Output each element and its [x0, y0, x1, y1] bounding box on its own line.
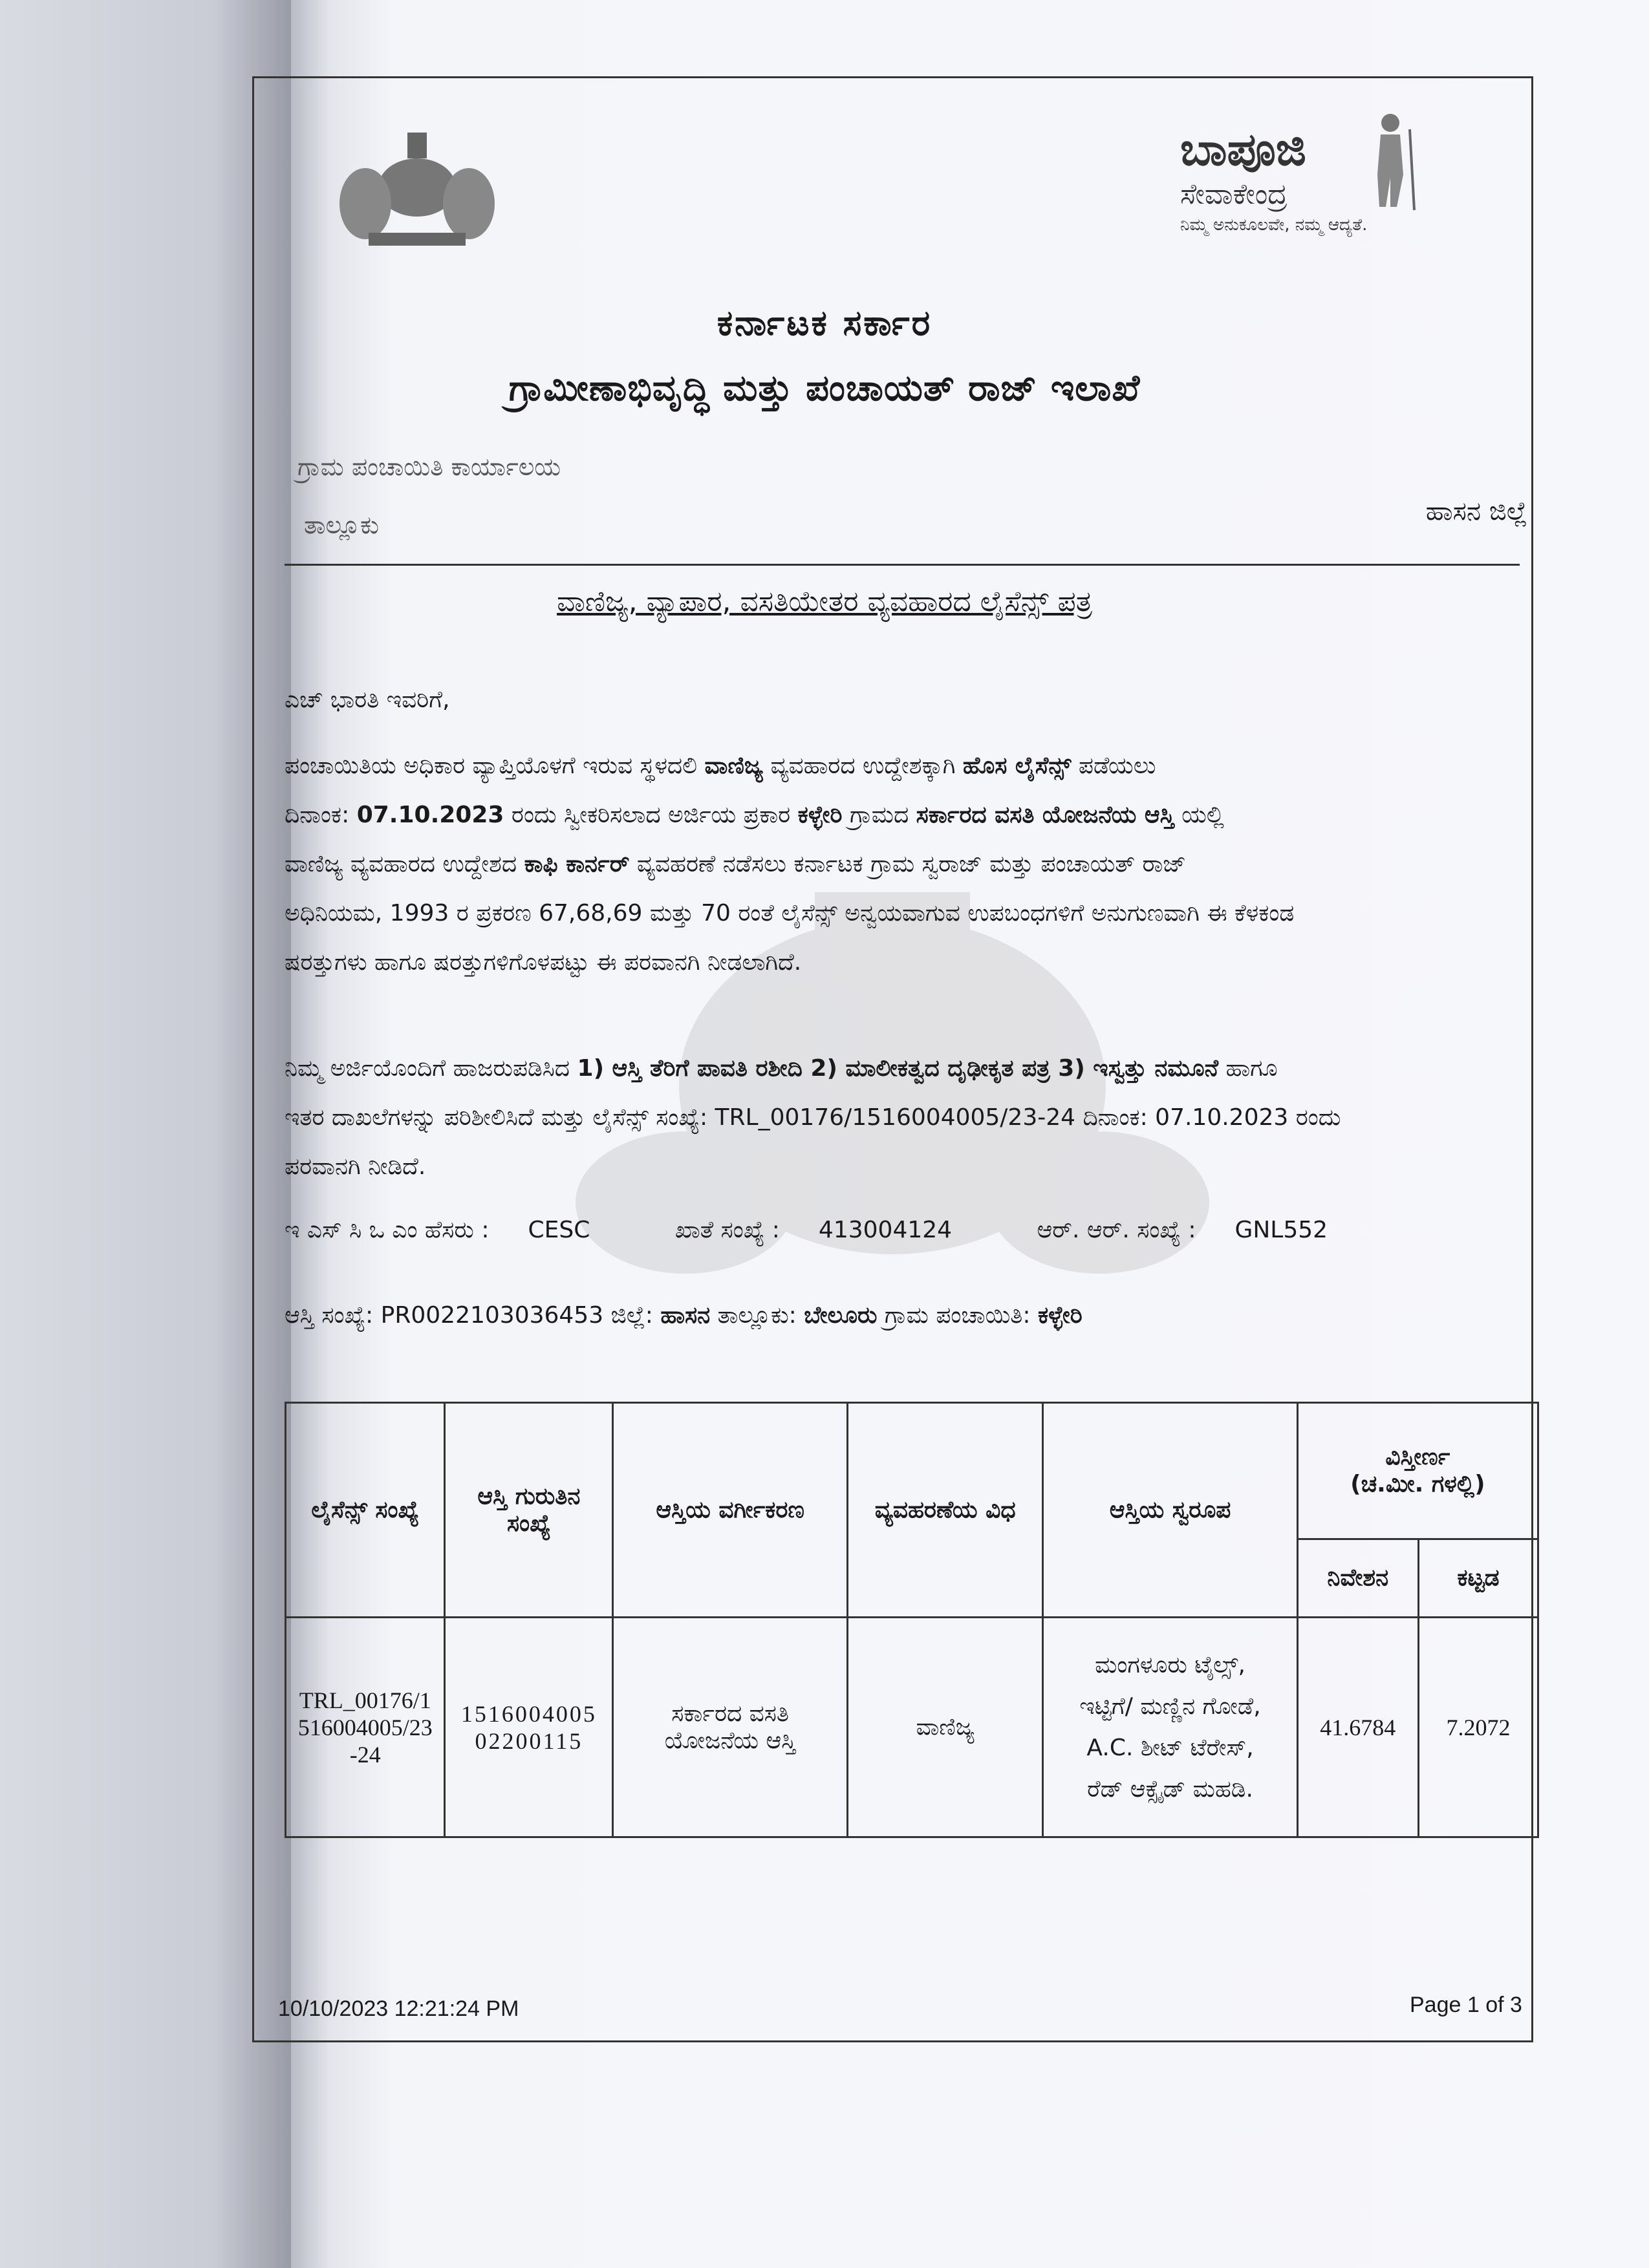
- cell-classification: ಸರ್ಕಾರದ ವಸತಿ ಯೋಜನೆಯ ಆಸ್ತಿ: [613, 1618, 848, 1837]
- header-building: ಕಟ್ಟಡ: [1418, 1539, 1538, 1617]
- logo-subtitle: ಸೇವಾಕೇಂದ್ರ: [1180, 178, 1288, 211]
- office-name: ಗ್ರಾಮ ಪಂಚಾಯಿತಿ ಕಾರ್ಯಾಲಯ: [297, 453, 561, 481]
- gandhi-figure-icon: [1355, 110, 1426, 213]
- cell-business-type: ವಾಣಿಜ್ಯ: [847, 1618, 1042, 1837]
- document-title: ವಾಣಿಜ್ಯ, ವ್ಯಾಪಾರ, ವಸತಿಯೇತರ ವ್ಯವಹಾರದ ಲೈಸೆನ್ಸ್ ಪತ್ರ: [557, 585, 1092, 618]
- header-site: ನಿವೇಶನ: [1297, 1539, 1418, 1617]
- escom-name: ಇ ಎಸ್ ಸಿ ಒ ಎಂ ಹೆಸರು : CESC: [285, 1217, 590, 1243]
- header-classification: ಆಸ್ತಿಯ ವರ್ಗೀಕರಣ: [613, 1403, 848, 1618]
- district-name: ಹಾಸನ ಜಿಲ್ಲೆ: [1425, 497, 1527, 526]
- state-emblem-icon: [336, 126, 498, 255]
- cell-property-id: 1516004005 02200115: [445, 1618, 613, 1837]
- license-table: [285, 1402, 1539, 1838]
- addressee: ಎಚ್ ಭಾರತಿ ಇವರಿಗೆ,: [285, 687, 450, 713]
- logo-tagline: ನಿಮ್ಮ ಅನುಕೂಲವೇ, ನಮ್ಮ ಆದ್ಯತೆ.: [1180, 215, 1368, 235]
- header-area: ವಿಸ್ತೀರ್ಣ (ಚ.ಮೀ. ಗಳಲ್ಲಿ): [1297, 1403, 1538, 1539]
- table-header-row: [286, 1403, 1538, 1539]
- header-nature: ಆಸ್ತಿಯ ಸ್ವರೂಪ: [1043, 1403, 1297, 1618]
- logo-title: ಬಾಪೂಜಿ: [1180, 123, 1306, 176]
- property-details: ಆಸ್ತಿ ಸಂಖ್ಯೆ: PR0022103036453 ಜಿಲ್ಲೆ: ಹಾಸನ ತಾಲ್ಲೂಕು: ಬೇಲೂರು ಗ್ರಾಮ ಪಂಚಾಯಿತಿ: ಕಳ್ಳೇರಿ: [285, 1302, 1083, 1329]
- government-heading: ಕರ್ನಾಟಕ ಸರ್ಕಾರ: [717, 303, 932, 343]
- rr-number: ಆರ್. ಆರ್. ಸಂಖ್ಯೆ : GNL552: [1037, 1217, 1328, 1243]
- header-divider: [285, 564, 1520, 566]
- table-row: [286, 1618, 1538, 1837]
- account-number: ಖಾತೆ ಸಂಖ್ಯೆ : 413004124: [674, 1217, 953, 1243]
- page-number: Page 1 of 3: [1410, 1993, 1522, 2017]
- bapuji-sevakendra-logo: [1180, 123, 1439, 249]
- license-paragraph-2: ನಿಮ್ಮ ಅರ್ಜಿಯೊಂದಿಗೆ ಹಾಜರುಪಡಿಸಿದ 1) ಆಸ್ತಿ ತೆರಿಗೆ ಪಾವತಿ ರಶೀದಿ 2) ಮಾಲೀಕತ್ವದ ದೃಢೀಕೃತ ಪತ್ರ 3) ಇಸ್ವತ್ತು ನಮೂನೆ ಹಾಗೂ ಇತರ ದಾಖಲೆಗಳನ್ನು ಪರಿಶೀಲಿಸಿದೆ ಮತ್ತು ಲೈಸೆನ್ಸ್ ಸಂಖ್ಯೆ: TRL_00176/1516004005/23-24 ದಿನಾಂಕ: 07.10.2023 ರಂದು ಪರವಾನಗಿ ನೀಡಿದೆ.: [285, 1055, 1341, 1180]
- cell-building-area: 7.2072: [1418, 1618, 1538, 1837]
- electricity-details: [285, 1217, 1405, 1244]
- taluk-name: ತಾಲ್ಲೂಕು: [304, 511, 380, 539]
- cell-nature: ಮಂಗಳೂರು ಟೈಲ್ಸ್, ಇಟ್ಟಿಗೆ/ ಮಣ್ಣಿನ ಗೋಡೆ, A.C. ಶೀಟ್ ಟೆರೇಸ್, ರೆಡ್ ಆಕ್ಸೈಡ್ ಮಹಡಿ.: [1043, 1618, 1297, 1837]
- header-property-id: ಆಸ್ತಿ ಗುರುತಿನ ಸಂಖ್ಯೆ: [445, 1403, 613, 1618]
- cell-license-no: TRL_00176/1 516004005/23 -24: [286, 1618, 445, 1837]
- cell-site-area: 41.6784: [1297, 1618, 1418, 1837]
- print-timestamp: 10/10/2023 12:21:24 PM: [278, 1996, 519, 2021]
- license-paragraph-1: ಪಂಚಾಯಿತಿಯ ಅಧಿಕಾರ ವ್ಯಾಪ್ತಿಯೊಳಗೆ ಇರುವ ಸ್ಥಳದಲಿ ವಾಣಿಜ್ಯ ವ್ಯವಹಾರದ ಉದ್ದೇಶಕ್ಕಾಗಿ ಹೊಸ ಲೈಸೆನ್ಸ್ ಪಡೆಯಲು ದಿನಾಂಕ: 07.10.2023 ರಂದು ಸ್ವೀಕರಿಸಲಾದ ಅರ್ಜಿಯ ಪ್ರಕಾರ ಕಳ್ಳೇರಿ ಗ್ರಾಮದ ಸರ್ಕಾರದ ವಸತಿ ಯೋಜನೆಯ ಆಸ್ತಿ ಯಲ್ಲಿ ವಾಣಿಜ್ಯ ವ್ಯವಹಾರದ ಉದ್ದೇಶದ ಕಾಫಿ ಕಾರ್ನರ್ ವ್ಯವಹರಣೆ ನಡೆಸಲು ಕರ್ನಾಟಕ ಗ್ರಾಮ ಸ್ವರಾಜ್ ಮತ್ತು ಪಂಚಾಯತ್ ರಾಜ್ ಅಧಿನಿಯಮ, 1993 ರ ಪ್ರಕರಣ 67,68,69 ಮತ್ತು 70 ರಂತೆ ಲೈಸೆನ್ಸ್ ಅನ್ವಯವಾಗುವ ಉಪಬಂಧಗಳಿಗೆ ಅನುಗುಣವಾಗಿ ಈ ಕೆಳಕಂಡ ಷರತ್ತುಗಳು ಹಾಗೂ ಷರತ್ತುಗಳಿಗೊಳಪಟ್ಟು ಈ ಪರವಾನಗಿ ನೀಡಲಾಗಿದೆ.: [285, 753, 1295, 976]
- header-business-type: ವ್ಯವಹರಣೆಯ ವಿಧ: [847, 1403, 1042, 1618]
- header-license-no: ಲೈಸೆನ್ಸ್ ಸಂಖ್ಯೆ: [286, 1403, 445, 1618]
- department-heading: ಗ್ರಾಮೀಣಾಭಿವೃದ್ಧಿ ಮತ್ತು ಪಂಚಾಯತ್ ರಾಜ್ ಇಲಾಖೆ: [508, 367, 1141, 409]
